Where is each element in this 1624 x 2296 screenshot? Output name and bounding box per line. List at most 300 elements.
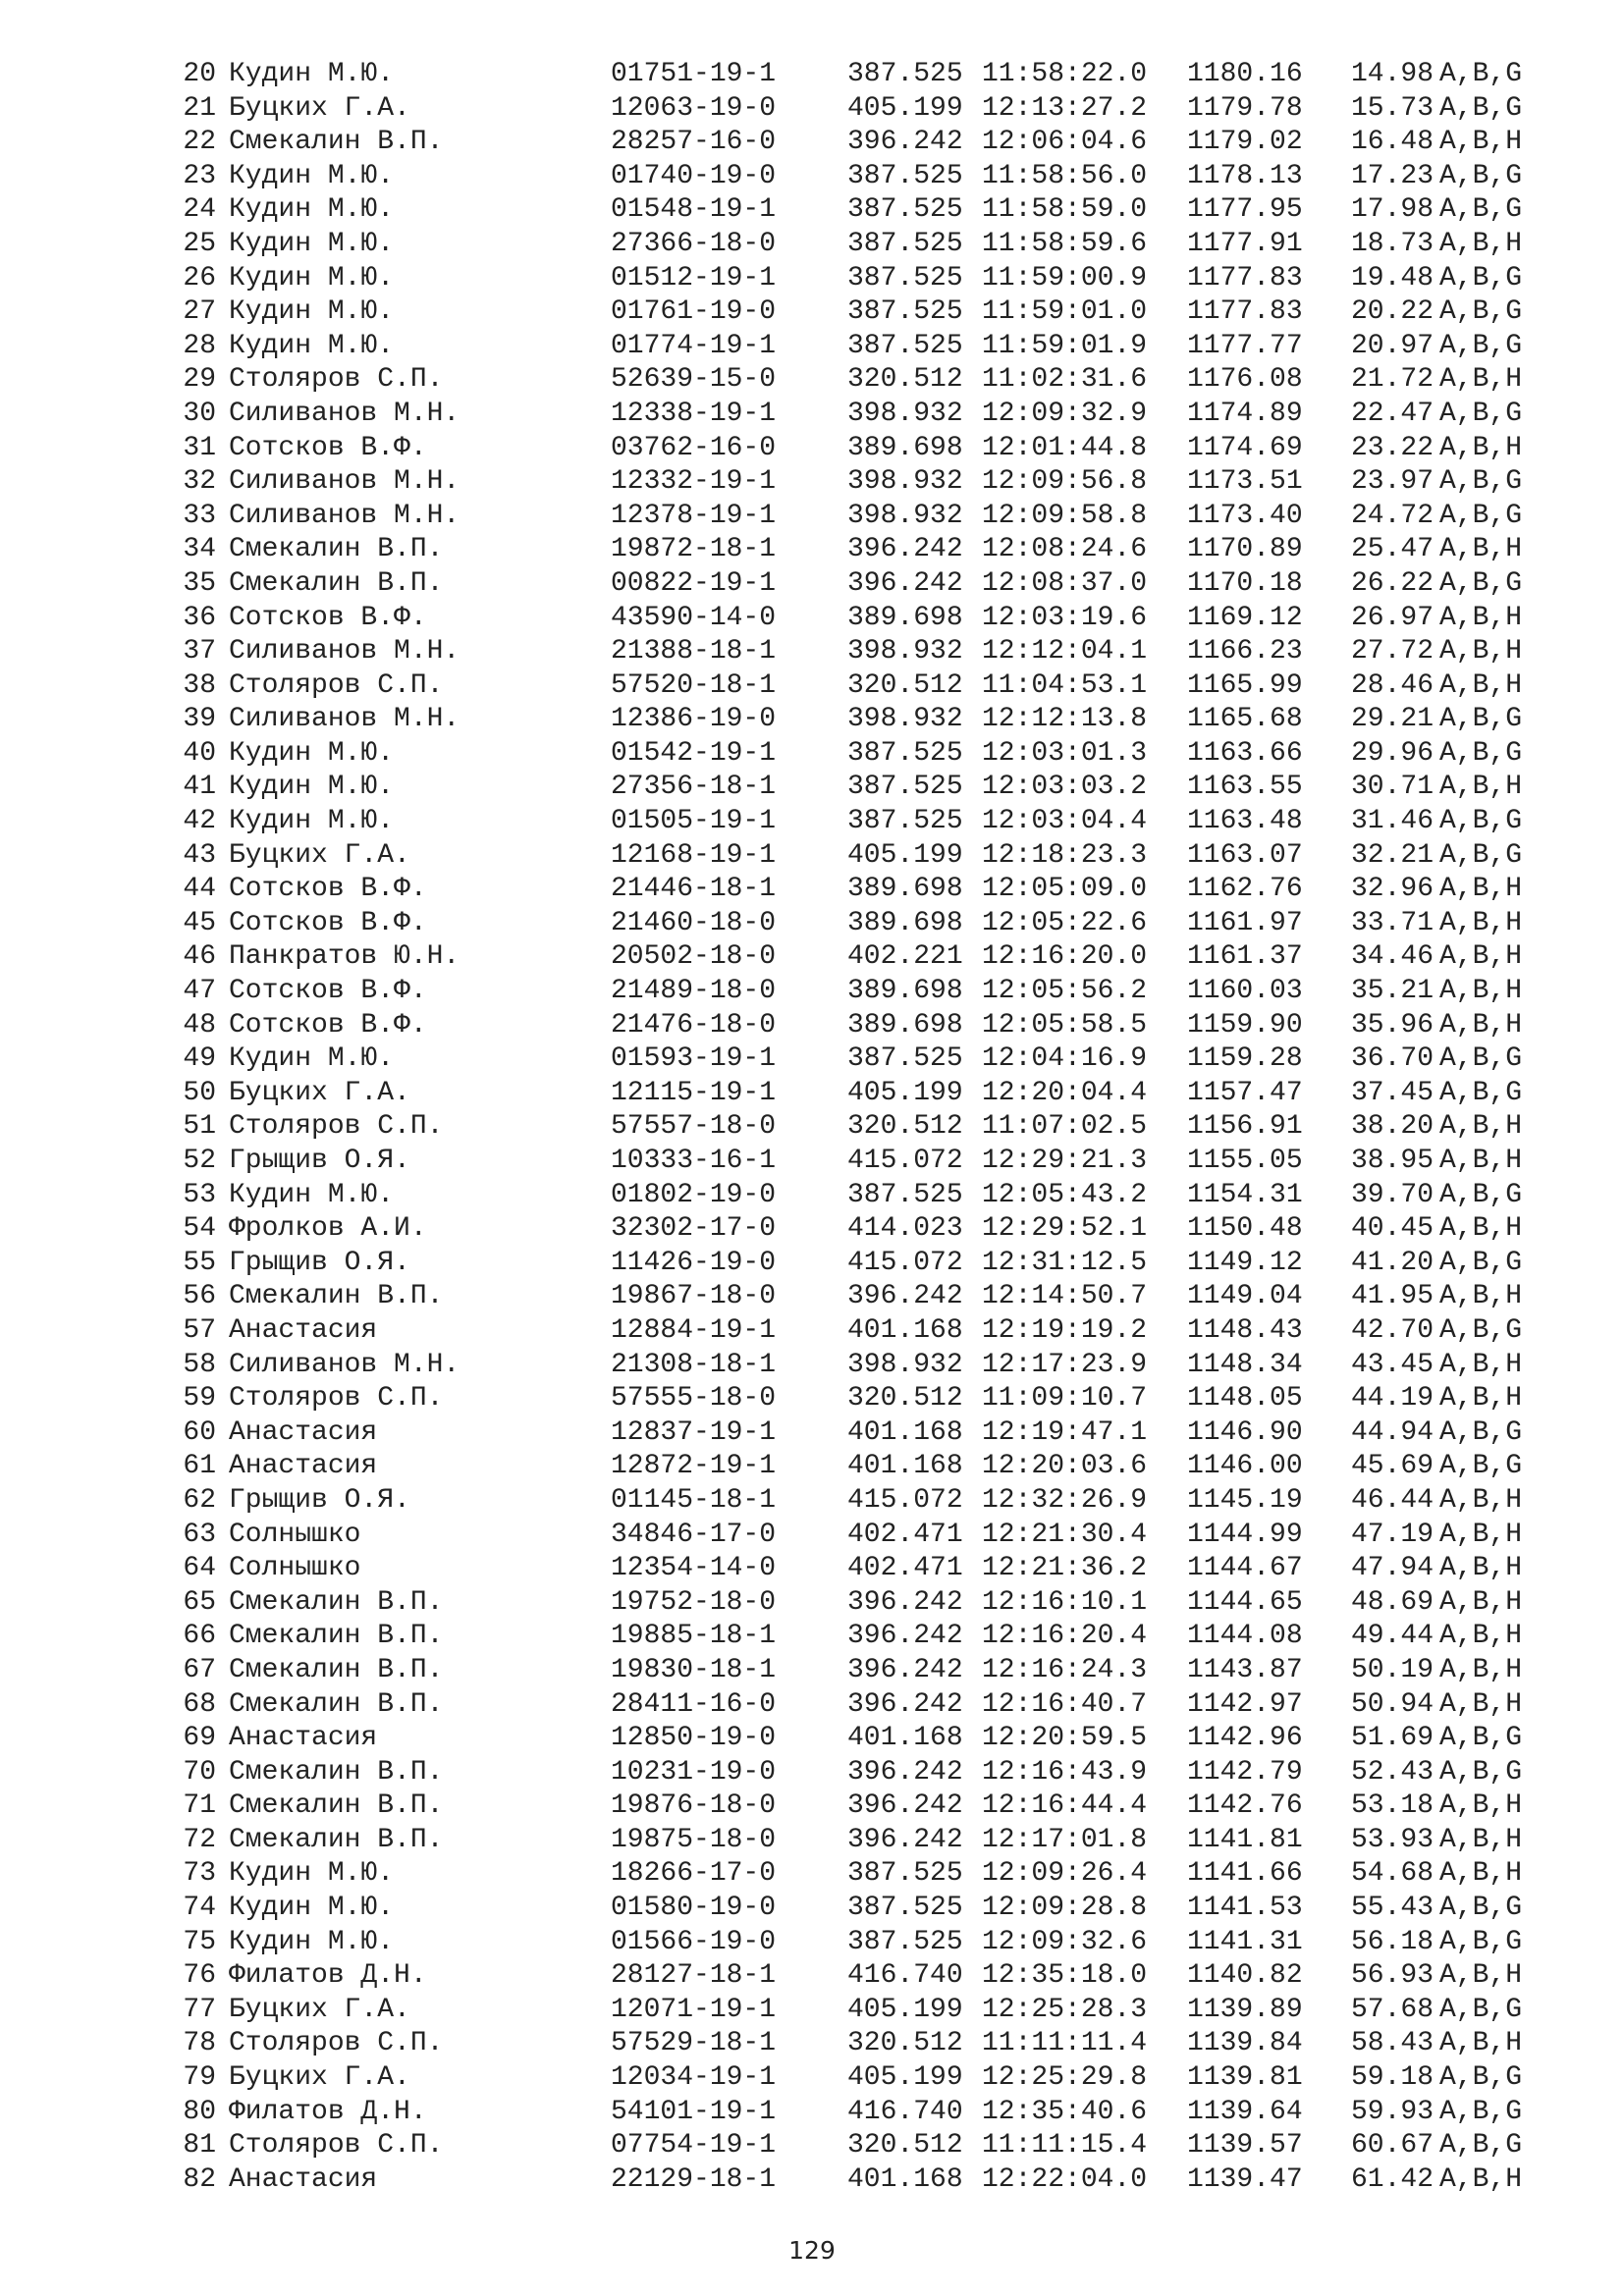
ring-number-cell: 01740-19-0 (611, 160, 777, 191)
class-cell: A,B,G (1439, 398, 1523, 429)
fancier-name-cell: Силиванов М.Н. (229, 704, 460, 735)
speed-cell: 1170.18 (1187, 567, 1303, 599)
class-cell: A,B,G (1439, 1723, 1523, 1754)
speed-cell: 1141.31 (1187, 1926, 1303, 1957)
ring-number-cell: 10333-16-1 (611, 1146, 777, 1176)
arrival-time-cell: 12:32:26.9 (982, 1484, 1148, 1516)
place-cell: 25 (183, 228, 216, 259)
fancier-name-cell: Сотсков В.Ф. (229, 976, 427, 1007)
coefficient-cell: 18.73 (1351, 228, 1435, 259)
ring-number-cell: 20502-18-0 (611, 941, 777, 973)
ring-number-cell: 12884-19-1 (611, 1314, 777, 1346)
place-cell: 49 (183, 1043, 216, 1075)
ring-number-cell: 19885-18-1 (611, 1621, 777, 1652)
place-cell: 47 (183, 976, 216, 1007)
class-cell: A,B,H (1439, 364, 1523, 396)
fancier-name-cell: Сотсков В.Ф. (229, 432, 427, 463)
arrival-time-cell: 12:16:10.1 (982, 1586, 1148, 1618)
coefficient-cell: 53.18 (1351, 1790, 1435, 1822)
place-cell: 66 (183, 1621, 216, 1652)
distance-cell: 387.525 (847, 228, 963, 259)
class-cell: A,B,H (1439, 907, 1523, 938)
place-cell: 56 (183, 1281, 216, 1312)
place-cell: 63 (183, 1519, 216, 1550)
class-cell: A,B,H (1439, 432, 1523, 463)
place-cell: 71 (183, 1790, 216, 1822)
fancier-name-cell: Кудин М.Ю. (229, 772, 395, 803)
coefficient-cell: 38.95 (1351, 1146, 1435, 1176)
distance-cell: 320.512 (847, 1383, 963, 1415)
speed-cell: 1161.37 (1187, 941, 1303, 973)
arrival-time-cell: 12:16:24.3 (982, 1654, 1148, 1685)
fancier-name-cell: Столяров С.П. (229, 2028, 444, 2059)
coefficient-cell: 22.47 (1351, 398, 1435, 429)
fancier-name-cell: Смекалин В.П. (229, 1621, 444, 1652)
place-cell: 72 (183, 1824, 216, 1855)
result-row (0, 2129, 1624, 2163)
place-cell: 57 (183, 1314, 216, 1346)
arrival-time-cell: 12:21:30.4 (982, 1519, 1148, 1550)
class-cell: A,B,H (1439, 1621, 1523, 1652)
ring-number-cell: 19830-18-1 (611, 1654, 777, 1685)
result-row (0, 771, 1624, 805)
place-cell: 55 (183, 1247, 216, 1278)
class-cell: A,B,G (1439, 704, 1523, 735)
fancier-name-cell: Смекалин В.П. (229, 1281, 444, 1312)
arrival-time-cell: 12:18:23.3 (982, 839, 1148, 871)
result-row (0, 432, 1624, 466)
distance-cell: 398.932 (847, 500, 963, 531)
arrival-time-cell: 11:59:01.0 (982, 296, 1148, 328)
distance-cell: 387.525 (847, 1893, 963, 1924)
place-cell: 20 (183, 59, 216, 89)
place-cell: 58 (183, 1349, 216, 1380)
fancier-name-cell: Смекалин В.П. (229, 127, 444, 158)
result-row (0, 330, 1624, 364)
ring-number-cell: 12354-14-0 (611, 1553, 777, 1584)
coefficient-cell: 60.67 (1351, 2130, 1435, 2162)
arrival-time-cell: 12:19:19.2 (982, 1314, 1148, 1346)
class-cell: A,B,H (1439, 669, 1523, 701)
ring-number-cell: 19872-18-1 (611, 534, 777, 565)
ring-number-cell: 21308-18-1 (611, 1349, 777, 1380)
coefficient-cell: 28.46 (1351, 669, 1435, 701)
result-row (0, 1349, 1624, 1383)
class-cell: A,B,G (1439, 1994, 1523, 2025)
result-row (0, 1654, 1624, 1688)
coefficient-cell: 31.46 (1351, 806, 1435, 837)
result-row (0, 1586, 1624, 1621)
result-row (0, 805, 1624, 839)
ring-number-cell: 32302-17-0 (611, 1213, 777, 1245)
ring-number-cell: 19875-18-0 (611, 1824, 777, 1855)
fancier-name-cell: Смекалин В.П. (229, 567, 444, 599)
fancier-name-cell: Солнышко (229, 1519, 361, 1550)
coefficient-cell: 51.69 (1351, 1723, 1435, 1754)
arrival-time-cell: 12:29:21.3 (982, 1146, 1148, 1176)
coefficient-cell: 27.72 (1351, 636, 1435, 667)
coefficient-cell: 59.18 (1351, 2062, 1435, 2094)
page-number: 129 (788, 2236, 836, 2265)
place-cell: 41 (183, 772, 216, 803)
distance-cell: 396.242 (847, 567, 963, 599)
arrival-time-cell: 11:59:00.9 (982, 262, 1148, 294)
distance-cell: 402.221 (847, 941, 963, 973)
result-row (0, 839, 1624, 874)
result-row (0, 1959, 1624, 1994)
result-row (0, 975, 1624, 1009)
speed-cell: 1159.90 (1187, 1009, 1303, 1041)
place-cell: 60 (183, 1416, 216, 1448)
result-row (0, 1620, 1624, 1654)
ring-number-cell: 54101-19-1 (611, 2096, 777, 2127)
coefficient-cell: 23.97 (1351, 466, 1435, 498)
arrival-time-cell: 11:58:56.0 (982, 160, 1148, 191)
place-cell: 22 (183, 127, 216, 158)
result-row (0, 262, 1624, 296)
arrival-time-cell: 12:06:04.6 (982, 127, 1148, 158)
fancier-name-cell: Смекалин В.П. (229, 1790, 444, 1822)
class-cell: A,B,H (1439, 1688, 1523, 1720)
coefficient-cell: 19.48 (1351, 262, 1435, 294)
distance-cell: 398.932 (847, 636, 963, 667)
class-cell: A,B,H (1439, 1586, 1523, 1618)
fancier-name-cell: Сотсков В.Ф. (229, 874, 427, 905)
arrival-time-cell: 11:59:01.9 (982, 330, 1148, 361)
speed-cell: 1157.47 (1187, 1077, 1303, 1108)
coefficient-cell: 26.97 (1351, 602, 1435, 633)
distance-cell: 389.698 (847, 432, 963, 463)
distance-cell: 387.525 (847, 1858, 963, 1890)
ring-number-cell: 21446-18-1 (611, 874, 777, 905)
distance-cell: 387.525 (847, 296, 963, 328)
distance-cell: 396.242 (847, 1824, 963, 1855)
class-cell: A,B,H (1439, 228, 1523, 259)
arrival-time-cell: 12:21:36.2 (982, 1553, 1148, 1584)
speed-cell: 1139.89 (1187, 1994, 1303, 2025)
distance-cell: 389.698 (847, 976, 963, 1007)
fancier-name-cell: Смекалин В.П. (229, 1756, 444, 1788)
speed-cell: 1166.23 (1187, 636, 1303, 667)
arrival-time-cell: 12:16:20.4 (982, 1621, 1148, 1652)
ring-number-cell: 21388-18-1 (611, 636, 777, 667)
coefficient-cell: 58.43 (1351, 2028, 1435, 2059)
ring-number-cell: 12338-19-1 (611, 398, 777, 429)
arrival-time-cell: 12:09:56.8 (982, 466, 1148, 498)
fancier-name-cell: Столяров С.П. (229, 1111, 444, 1143)
arrival-time-cell: 12:05:56.2 (982, 976, 1148, 1007)
ring-number-cell: 07754-19-1 (611, 2130, 777, 2162)
place-cell: 44 (183, 874, 216, 905)
place-cell: 26 (183, 262, 216, 294)
fancier-name-cell: Кудин М.Ю. (229, 228, 395, 259)
arrival-time-cell: 12:16:20.0 (982, 941, 1148, 973)
class-cell: A,B,G (1439, 2062, 1523, 2094)
speed-cell: 1165.99 (1187, 669, 1303, 701)
speed-cell: 1177.91 (1187, 228, 1303, 259)
class-cell: A,B,H (1439, 976, 1523, 1007)
class-cell: A,B,H (1439, 1858, 1523, 1890)
fancier-name-cell: Столяров С.П. (229, 364, 444, 396)
place-cell: 23 (183, 160, 216, 191)
class-cell: A,B,G (1439, 92, 1523, 124)
arrival-time-cell: 12:04:16.9 (982, 1043, 1148, 1075)
place-cell: 68 (183, 1688, 216, 1720)
ring-number-cell: 12034-19-1 (611, 2062, 777, 2094)
place-cell: 28 (183, 330, 216, 361)
fancier-name-cell: Буцких Г.А. (229, 92, 410, 124)
distance-cell: 389.698 (847, 1009, 963, 1041)
class-cell: A,B,G (1439, 737, 1523, 769)
speed-cell: 1146.00 (1187, 1451, 1303, 1482)
speed-cell: 1163.48 (1187, 806, 1303, 837)
result-row (0, 1247, 1624, 1281)
coefficient-cell: 20.22 (1351, 296, 1435, 328)
speed-cell: 1144.08 (1187, 1621, 1303, 1652)
distance-cell: 387.525 (847, 1043, 963, 1075)
distance-cell: 405.199 (847, 1994, 963, 2025)
arrival-time-cell: 12:09:58.8 (982, 500, 1148, 531)
speed-cell: 1146.90 (1187, 1416, 1303, 1448)
result-row (0, 1519, 1624, 1553)
ring-number-cell: 11426-19-0 (611, 1247, 777, 1278)
coefficient-cell: 41.20 (1351, 1247, 1435, 1278)
speed-cell: 1139.84 (1187, 2028, 1303, 2059)
class-cell: A,B,G (1439, 1043, 1523, 1075)
fancier-name-cell: Грыщив О.Я. (229, 1484, 410, 1516)
ring-number-cell: 28257-16-0 (611, 127, 777, 158)
speed-cell: 1149.12 (1187, 1247, 1303, 1278)
fancier-name-cell: Филатов Д.Н. (229, 1960, 427, 1992)
place-cell: 36 (183, 602, 216, 633)
fancier-name-cell: Столяров С.П. (229, 669, 444, 701)
place-cell: 30 (183, 398, 216, 429)
arrival-time-cell: 11:58:59.0 (982, 194, 1148, 226)
speed-cell: 1142.79 (1187, 1756, 1303, 1788)
result-row (0, 1892, 1624, 1926)
result-row (0, 2061, 1624, 2096)
class-cell: A,B,G (1439, 1314, 1523, 1346)
distance-cell: 320.512 (847, 669, 963, 701)
arrival-time-cell: 12:03:01.3 (982, 737, 1148, 769)
result-row (0, 1280, 1624, 1314)
distance-cell: 398.932 (847, 466, 963, 498)
results-table (0, 58, 1624, 2197)
ring-number-cell: 12850-19-0 (611, 1723, 777, 1754)
result-row (0, 1145, 1624, 1179)
class-cell: A,B,G (1439, 500, 1523, 531)
speed-cell: 1174.69 (1187, 432, 1303, 463)
fancier-name-cell: Филатов Д.Н. (229, 2096, 427, 2127)
ring-number-cell: 21460-18-0 (611, 907, 777, 938)
speed-cell: 1156.91 (1187, 1111, 1303, 1143)
ring-number-cell: 12168-19-1 (611, 839, 777, 871)
coefficient-cell: 56.18 (1351, 1926, 1435, 1957)
result-row (0, 567, 1624, 602)
speed-cell: 1141.81 (1187, 1824, 1303, 1855)
place-cell: 51 (183, 1111, 216, 1143)
coefficient-cell: 39.70 (1351, 1179, 1435, 1210)
arrival-time-cell: 12:12:13.8 (982, 704, 1148, 735)
place-cell: 67 (183, 1654, 216, 1685)
fancier-name-cell: Фролков А.И. (229, 1213, 427, 1245)
class-cell: A,B,G (1439, 466, 1523, 498)
ring-number-cell: 57529-18-1 (611, 2028, 777, 2059)
arrival-time-cell: 12:05:09.0 (982, 874, 1148, 905)
class-cell: A,B,H (1439, 874, 1523, 905)
class-cell: A,B,G (1439, 806, 1523, 837)
coefficient-cell: 25.47 (1351, 534, 1435, 565)
speed-cell: 1173.51 (1187, 466, 1303, 498)
coefficient-cell: 20.97 (1351, 330, 1435, 361)
class-cell: A,B,G (1439, 296, 1523, 328)
coefficient-cell: 57.68 (1351, 1994, 1435, 2025)
class-cell: A,B,H (1439, 1213, 1523, 1245)
speed-cell: 1180.16 (1187, 59, 1303, 89)
coefficient-cell: 61.42 (1351, 2163, 1435, 2195)
result-row (0, 737, 1624, 772)
speed-cell: 1139.81 (1187, 2062, 1303, 2094)
ring-number-cell: 10231-19-0 (611, 1756, 777, 1788)
speed-cell: 1144.99 (1187, 1519, 1303, 1550)
coefficient-cell: 29.21 (1351, 704, 1435, 735)
distance-cell: 396.242 (847, 1281, 963, 1312)
class-cell: A,B,G (1439, 262, 1523, 294)
place-cell: 65 (183, 1586, 216, 1618)
distance-cell: 405.199 (847, 92, 963, 124)
ring-number-cell: 19876-18-0 (611, 1790, 777, 1822)
place-cell: 77 (183, 1994, 216, 2025)
distance-cell: 320.512 (847, 1111, 963, 1143)
result-row (0, 1789, 1624, 1824)
result-row (0, 2027, 1624, 2061)
place-cell: 32 (183, 466, 216, 498)
ring-number-cell: 12386-19-0 (611, 704, 777, 735)
arrival-time-cell: 12:08:37.0 (982, 567, 1148, 599)
result-row (0, 1042, 1624, 1077)
result-row (0, 1110, 1624, 1145)
speed-cell: 1159.28 (1187, 1043, 1303, 1075)
class-cell: A,B,H (1439, 534, 1523, 565)
coefficient-cell: 48.69 (1351, 1586, 1435, 1618)
place-cell: 76 (183, 1960, 216, 1992)
fancier-name-cell: Кудин М.Ю. (229, 262, 395, 294)
fancier-name-cell: Смекалин В.П. (229, 1824, 444, 1855)
distance-cell: 387.525 (847, 1926, 963, 1957)
place-cell: 37 (183, 636, 216, 667)
coefficient-cell: 50.19 (1351, 1654, 1435, 1685)
class-cell: A,B,H (1439, 941, 1523, 973)
distance-cell: 402.471 (847, 1519, 963, 1550)
coefficient-cell: 56.93 (1351, 1960, 1435, 1992)
result-row (0, 193, 1624, 228)
coefficient-cell: 40.45 (1351, 1213, 1435, 1245)
ring-number-cell: 43590-14-0 (611, 602, 777, 633)
result-row (0, 2163, 1624, 2198)
coefficient-cell: 21.72 (1351, 364, 1435, 396)
ring-number-cell: 22129-18-1 (611, 2163, 777, 2195)
result-row (0, 1450, 1624, 1484)
fancier-name-cell: Кудин М.Ю. (229, 330, 395, 361)
result-row (0, 228, 1624, 262)
coefficient-cell: 32.96 (1351, 874, 1435, 905)
coefficient-cell: 14.98 (1351, 59, 1435, 89)
result-row (0, 398, 1624, 432)
speed-cell: 1148.34 (1187, 1349, 1303, 1380)
distance-cell: 415.072 (847, 1146, 963, 1176)
place-cell: 45 (183, 907, 216, 938)
arrival-time-cell: 12:19:47.1 (982, 1416, 1148, 1448)
speed-cell: 1139.64 (1187, 2096, 1303, 2127)
class-cell: A,B,G (1439, 1893, 1523, 1924)
distance-cell: 415.072 (847, 1247, 963, 1278)
class-cell: A,B,H (1439, 127, 1523, 158)
result-row (0, 533, 1624, 567)
class-cell: A,B,G (1439, 2096, 1523, 2127)
arrival-time-cell: 12:20:59.5 (982, 1723, 1148, 1754)
place-cell: 29 (183, 364, 216, 396)
coefficient-cell: 34.46 (1351, 941, 1435, 973)
coefficient-cell: 53.93 (1351, 1824, 1435, 1855)
speed-cell: 1140.82 (1187, 1960, 1303, 1992)
result-row (0, 1382, 1624, 1416)
ring-number-cell: 57555-18-0 (611, 1383, 777, 1415)
fancier-name-cell: Столяров С.П. (229, 1383, 444, 1415)
coefficient-cell: 36.70 (1351, 1043, 1435, 1075)
arrival-time-cell: 12:09:32.9 (982, 398, 1148, 429)
result-row (0, 126, 1624, 160)
place-cell: 46 (183, 941, 216, 973)
class-cell: A,B,H (1439, 1383, 1523, 1415)
fancier-name-cell: Анастасия (229, 1314, 378, 1346)
coefficient-cell: 54.68 (1351, 1858, 1435, 1890)
class-cell: A,B,G (1439, 567, 1523, 599)
distance-cell: 389.698 (847, 907, 963, 938)
ring-number-cell: 52639-15-0 (611, 364, 777, 396)
speed-cell: 1144.67 (1187, 1553, 1303, 1584)
arrival-time-cell: 12:03:04.4 (982, 806, 1148, 837)
class-cell: A,B,G (1439, 59, 1523, 89)
arrival-time-cell: 11:58:22.0 (982, 59, 1148, 89)
ring-number-cell: 27366-18-0 (611, 228, 777, 259)
arrival-time-cell: 12:29:52.1 (982, 1213, 1148, 1245)
fancier-name-cell: Силиванов М.Н. (229, 1349, 460, 1380)
speed-cell: 1177.95 (1187, 194, 1303, 226)
speed-cell: 1179.78 (1187, 92, 1303, 124)
distance-cell: 396.242 (847, 1621, 963, 1652)
ring-number-cell: 01566-19-0 (611, 1926, 777, 1957)
coefficient-cell: 49.44 (1351, 1621, 1435, 1652)
ring-number-cell: 34846-17-0 (611, 1519, 777, 1550)
class-cell: A,B,H (1439, 1960, 1523, 1992)
ring-number-cell: 12063-19-0 (611, 92, 777, 124)
ring-number-cell: 01593-19-1 (611, 1043, 777, 1075)
arrival-time-cell: 12:25:28.3 (982, 1994, 1148, 2025)
ring-number-cell: 12378-19-1 (611, 500, 777, 531)
distance-cell: 387.525 (847, 330, 963, 361)
speed-cell: 1178.13 (1187, 160, 1303, 191)
speed-cell: 1174.89 (1187, 398, 1303, 429)
distance-cell: 405.199 (847, 1077, 963, 1108)
arrival-time-cell: 12:09:32.6 (982, 1926, 1148, 1957)
coefficient-cell: 35.21 (1351, 976, 1435, 1007)
coefficient-cell: 59.93 (1351, 2096, 1435, 2127)
fancier-name-cell: Смекалин В.П. (229, 1688, 444, 1720)
class-cell: A,B,H (1439, 1519, 1523, 1550)
arrival-time-cell: 12:17:01.8 (982, 1824, 1148, 1855)
place-cell: 80 (183, 2096, 216, 2127)
result-row (0, 1077, 1624, 1111)
